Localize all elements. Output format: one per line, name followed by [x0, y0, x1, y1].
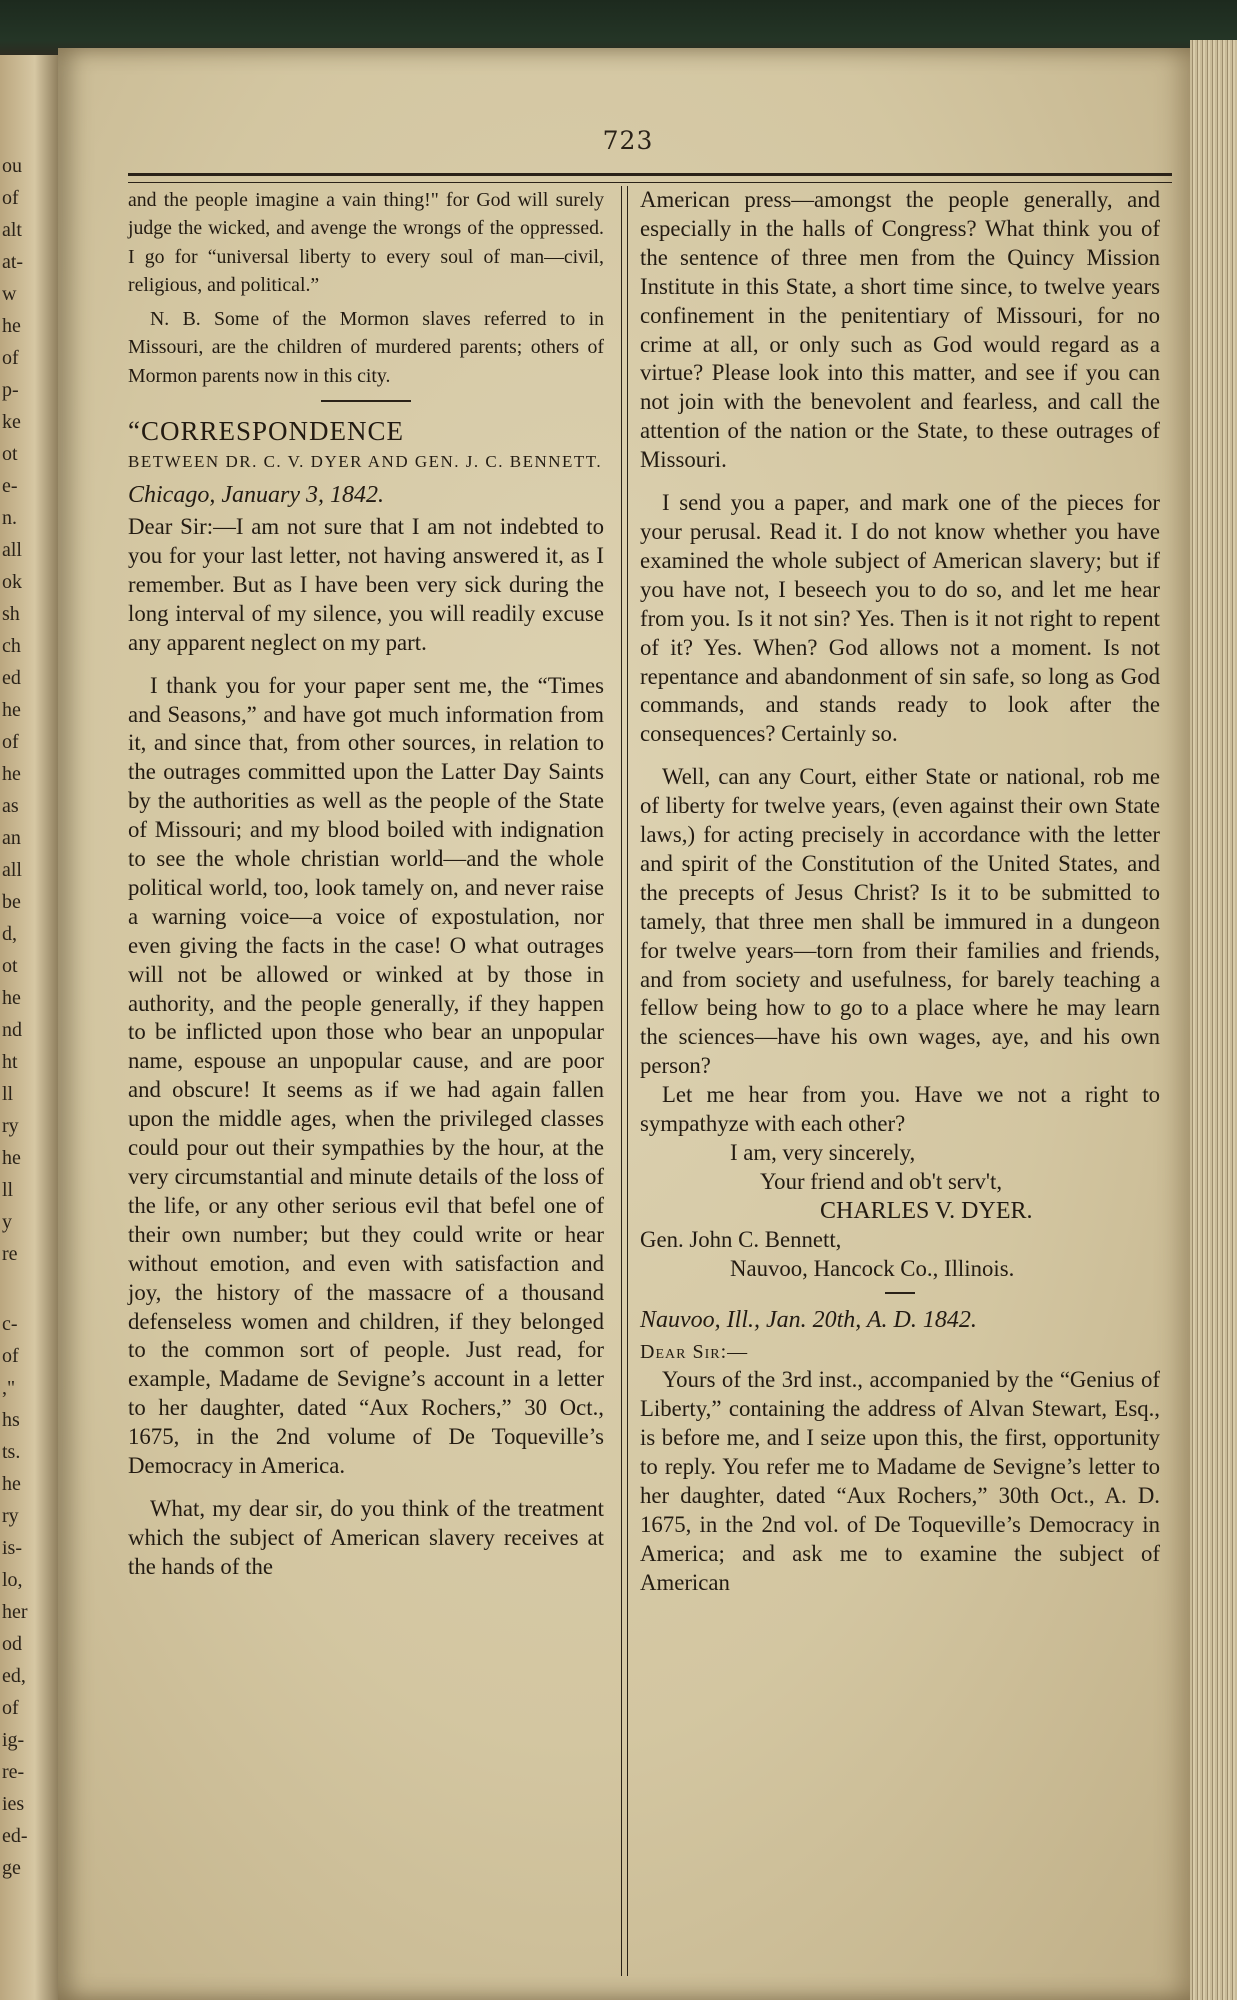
facing-page-fragment: e-	[2, 475, 18, 497]
facing-page-fragment: p-	[2, 379, 19, 401]
letter-paragraph: What, my dear sir, do you think of the treatment which the subject of American slavery receives at the hands of the	[128, 1495, 604, 1579]
facing-page-fragment: d,	[2, 923, 17, 945]
facing-page-fragment: ll	[2, 1179, 14, 1201]
facing-page-fragment: he	[2, 987, 21, 1009]
facing-page-fragment: ,"	[2, 1377, 16, 1399]
letter-paragraph: American press—amongst the people generally, and especially in the halls of Congress? What think you of the sentence of three men from the Quincy Mission Institute in this State, a short time since, to twelve years confinement in the penitentiary of Missouri, for no crime at all, or only such as God would regard as a virtue? Please look into this matter, and see if you can not join with the benevolent and fearless, and call the attention of the nation or the State, to these outrages of Missouri.	[640, 187, 1160, 473]
facing-page-fragment: is-	[2, 1537, 22, 1559]
page-block-edge	[1190, 40, 1237, 2000]
facing-page-fragment: ry	[2, 1505, 19, 1527]
facing-page-fragment: re	[2, 1243, 18, 1265]
header-rule	[128, 173, 1172, 183]
facing-page-fragment: c-	[2, 1313, 18, 1335]
letter-closing: Your friend and ob't serv't,	[760, 1168, 1003, 1194]
letter-address: Nauvoo, Hancock Co., Illinois.	[730, 1255, 1015, 1281]
facing-page-fragment: ot	[2, 443, 18, 465]
facing-page-fragment: od	[2, 1633, 22, 1655]
facing-page-fragment: ig-	[2, 1729, 25, 1751]
facing-page-fragment: he	[2, 315, 21, 337]
facing-page-fragment: her	[2, 1601, 28, 1623]
facing-page-fragment: lo,	[2, 1569, 23, 1591]
letter-paragraph: Let me hear from you. Have we not a right to sympathyze with each other?	[640, 1082, 1160, 1137]
facing-page-fragment: ch	[2, 635, 21, 657]
section-subheading: BETWEEN DR. C. V. DYER AND GEN. J. C. BENNETT.	[128, 452, 603, 472]
facing-page-fragment: at-	[2, 251, 24, 273]
facing-page-fragment: re-	[2, 1761, 25, 1783]
letter-closing: I am, very sincerely,	[730, 1140, 916, 1165]
nota-bene: N. B. Some of the Mormon slaves referred to in Missouri, are the children of murdered parents; others of Mormon parents now in this city.	[128, 308, 604, 387]
facing-page-fragment: alt	[2, 219, 22, 241]
letter-signature: CHARLES V. DYER.	[820, 1197, 1033, 1224]
facing-page-fragment: hs	[2, 1409, 20, 1431]
section-heading: “CORRESPONDENCE	[128, 416, 405, 447]
facing-page-fragment: be	[2, 891, 21, 913]
letter-paragraph: Well, can any Court, either State or national, rob me of liberty for twelve years, (even against their own State laws,) for acting precisely in accordance with the letter and spirit of the Constitution of the United States, and the precepts of Jesus Christ? Is it to be submitted to tamely, that three men shall be immured in a dungeon for twelve years—torn from their families and friends, and from society and usefulness, for barely teaching a fellow being how to go to a place where he may learn the sciences—have his own wages, aye, and his own person?	[640, 764, 1160, 1079]
facing-page-fragment: ou	[2, 155, 22, 177]
book-page	[58, 48, 1198, 2000]
facing-page-fragment: ed-	[2, 1825, 28, 1847]
section-rule	[885, 1292, 915, 1294]
facing-page-fragment: ies	[2, 1793, 25, 1815]
facing-page-fragment: he	[2, 1473, 21, 1495]
letter-paragraph: I send you a paper, and mark one of the pieces for your perusal. Read it. I do not know whether you have examined the whole subject of American slavery; but if you have not, I beseech you to do so, and let me hear from you. Is it not sin? Yes. Then is it not right to repent of it? Yes. When? God allows not a moment. Is not repentance and abandonment of sin safe, so long as God commands, and stands ready to look after the consequences? Certainly so.	[640, 490, 1160, 747]
left-column	[128, 186, 604, 1582]
letter-addressee: Gen. John C. Bennett,	[640, 1226, 842, 1252]
facing-page-fragment: ry	[2, 1115, 19, 1137]
facing-page-fragment: of	[2, 1697, 19, 1719]
column-divider	[621, 186, 628, 1976]
facing-page-fragment: sh	[2, 603, 20, 625]
facing-page-fragment: ed	[2, 667, 21, 689]
letter-dateline: Nauvoo, Ill., Jan. 20th, A. D. 1842.	[640, 1306, 977, 1333]
facing-page-fragment: he	[2, 763, 21, 785]
letter-paragraph: I thank you for your paper sent me, the “Times and Seasons,” and have got much information from it, and since that, from other sources, in relation to the outrages committed upon the Latter Day Saints by the authorities as well as the people of the State of Missouri; and my blood boiled with indignation to see the whole christian world—and the whole political world, too, look tamely on, and never raise a warning voice—a voice of expostulation, nor even giving the facts in the case! O what outrages will not be allowed or winked at by those in authority, and the people generally, if they happen to be inflicted upon those who bear an unpopular name, espouse an unpopular cause, and are poor and obscure! It seems as if we had again fallen upon the middle ages, when the privileged classes could pour out their sympathies by the hour, at the very circumstantial and minute details of the loss of the life, or any other serious evil that befel one of their own number; but they could write or hear without emotion, and even with satisfaction and joy, the history of the massacre of a thousand defenseless women and children, if they belonged to the common sort of people. Just read, for example, Madame de Sevigne’s account in a letter to her daughter, dated “Aux Rochers,” 30 Oct., 1675, in the 2nd volume of De Toqueville’s Democracy in America.	[128, 672, 604, 1479]
facing-page-fragment: n.	[2, 507, 17, 529]
right-column	[640, 186, 1160, 1598]
facing-page-fragment: he	[2, 1147, 21, 1169]
letter-paragraph: Yours of the 3rd inst., accompanied by the “Genius of Liberty,” containing the address of Alvan Stewart, Esq., is before me, and I seize upon this, the first, opportunity to reply. You refer me to Madame de Sevigne’s letter to her daughter, dated “Aux Rochers,” 30th Oct., A. D. 1675, in the 2nd vol. of De Toqueville’s Democracy in America; and ask me to examine the subject of American	[640, 1367, 1160, 1595]
section-rule	[321, 400, 411, 402]
facing-page-fragment: nd	[2, 1019, 22, 1041]
facing-page-edge	[0, 55, 58, 2000]
facing-page-fragment: of	[2, 1345, 19, 1367]
facing-page-fragment: y	[2, 1211, 12, 1233]
facing-page-fragment: ot	[2, 955, 18, 977]
closing-paragraph: and the people imagine a vain thing!" for God will surely judge the wicked, and avenge the wrongs of the oppressed. I go for “universal liberty to every soul of man—civil, religious, and political.”	[128, 189, 604, 296]
facing-page-fragment: all	[2, 859, 22, 881]
facing-page-fragment: of	[2, 187, 19, 209]
facing-page-fragment: ht	[2, 1051, 18, 1073]
facing-page-fragment: of	[2, 347, 19, 369]
facing-page-fragment: ed,	[2, 1665, 26, 1687]
facing-page-fragment: ok	[2, 571, 22, 593]
letter-salutation: Dear Sir:—	[640, 1340, 749, 1363]
facing-page-fragment: ke	[2, 411, 21, 433]
facing-page-fragment: an	[2, 827, 21, 849]
letter-salutation-paragraph: Dear Sir:—I am not sure that I am not indebted to you for your last letter, not having answered it, as I remember. But as I have been very sick during the long interval of my silence, you will readily excuse any apparent neglect on my part.	[128, 514, 604, 655]
letter-dateline: Chicago, January 3, 1842.	[128, 482, 384, 509]
facing-page-fragment: of	[2, 731, 19, 753]
facing-page-fragment: w	[2, 283, 17, 305]
facing-page-fragment: all	[2, 539, 22, 561]
facing-page-fragment: ll	[2, 1083, 14, 1105]
page-number: 723	[602, 126, 654, 155]
facing-page-fragment: he	[2, 699, 21, 721]
facing-page-fragment: as	[2, 795, 19, 817]
facing-page-fragment: ts.	[2, 1441, 21, 1463]
facing-page-fragment: ge	[2, 1857, 21, 1879]
